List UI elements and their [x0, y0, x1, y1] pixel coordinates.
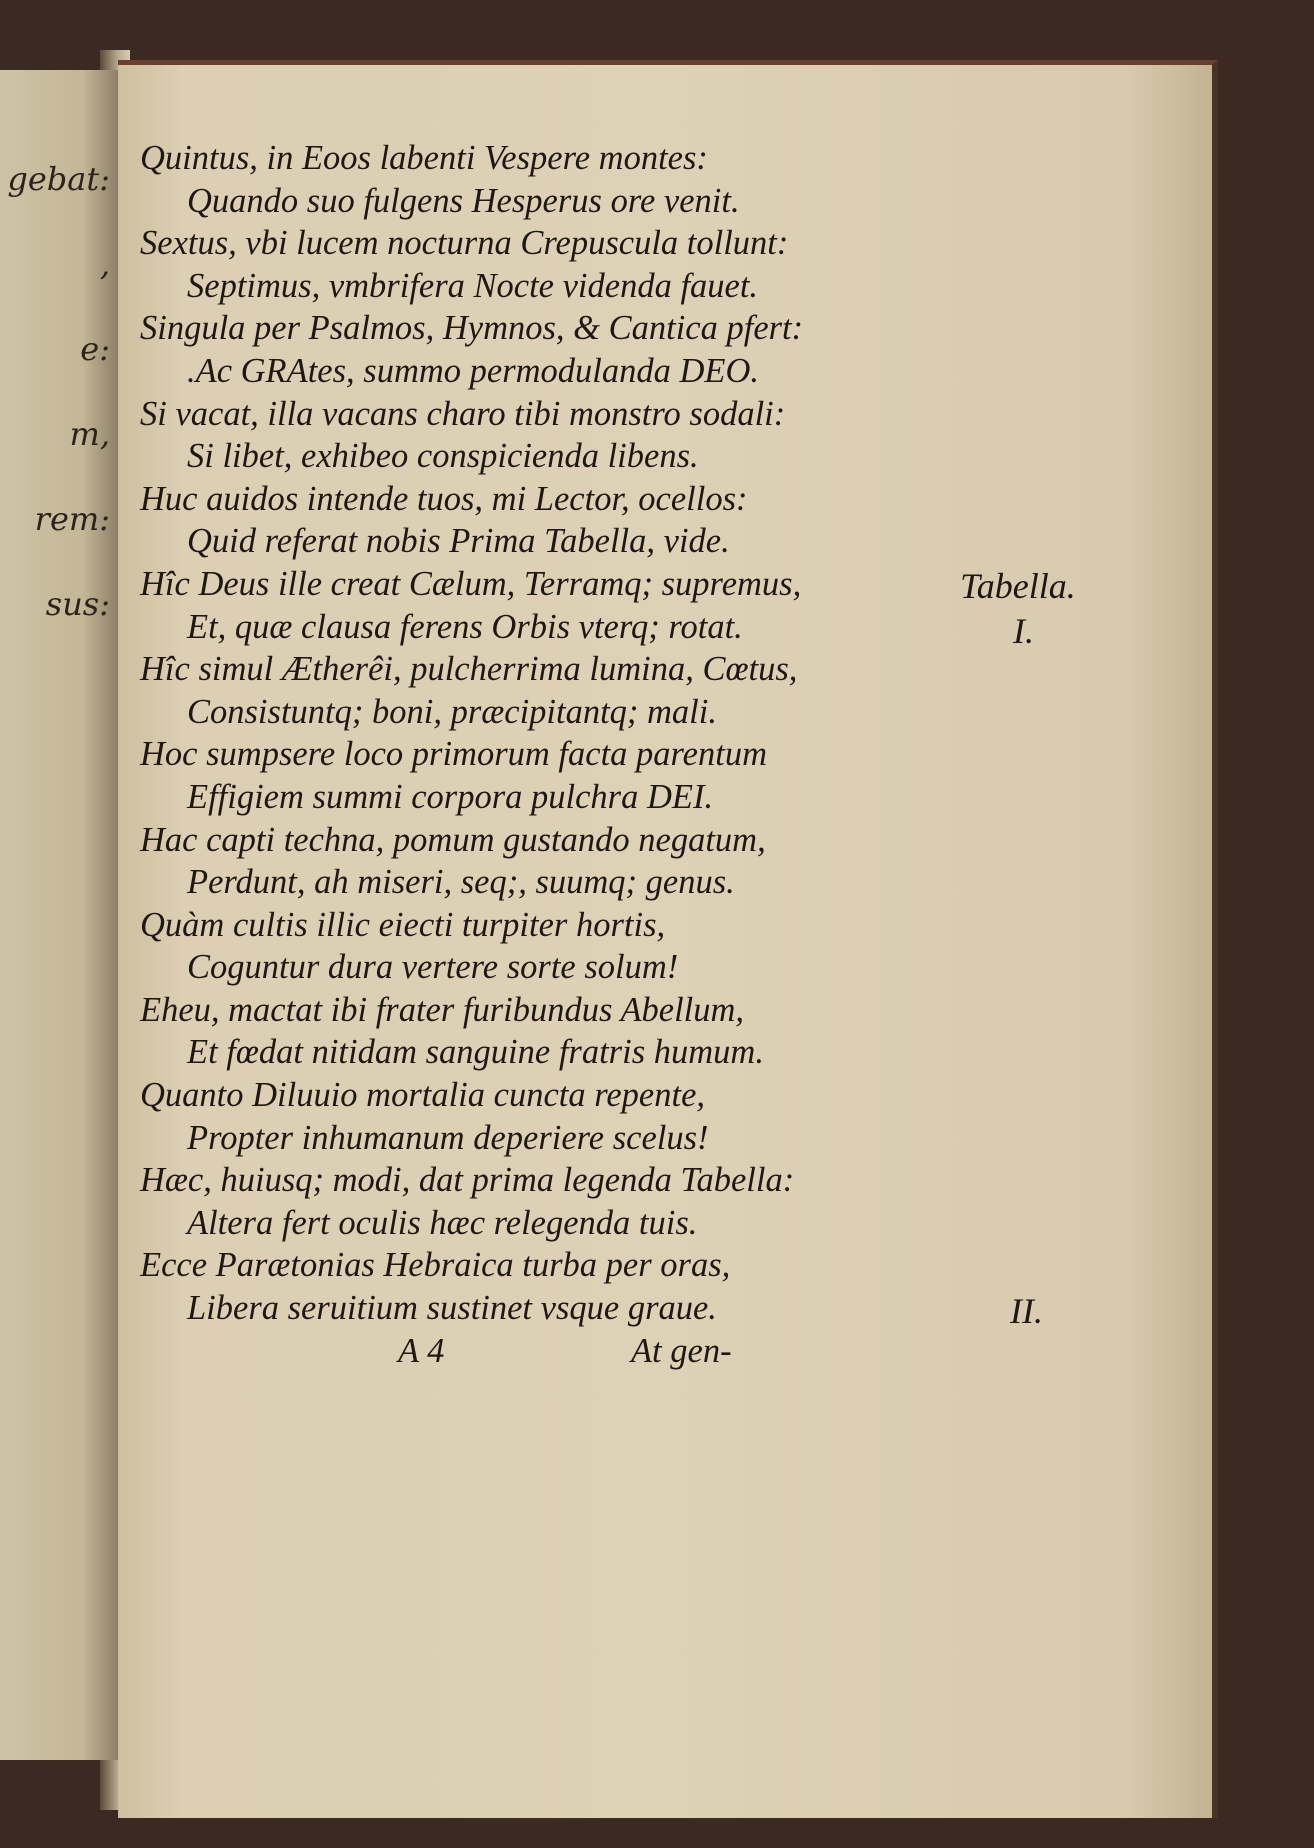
verse-line: Hîc simul Ætherêi, pulcherrima lumina, Cœtus, — [140, 650, 798, 689]
right-page — [118, 60, 1218, 1818]
signature-mark: A 4 — [398, 1331, 445, 1370]
verse-line: Libera seruitium sustinet vsque graue. — [187, 1289, 717, 1328]
left-page-fragment: rem: — [34, 500, 110, 538]
verse-line: Hîc Deus ille creat Cælum, Terramq; supremus, — [140, 564, 802, 603]
verse-line: Septimus, vmbrifera Nocte videnda fauet. — [187, 266, 759, 305]
verse-line: Quàm cultis illic eiecti turpiter hortis, — [140, 905, 666, 944]
margin-note-tabella: Tabella. — [960, 566, 1076, 606]
margin-note-one: I. — [1013, 611, 1034, 651]
verse-line: Huc auidos intende tuos, mi Lector, ocellos: — [140, 479, 748, 518]
left-page-fragment: , — [99, 245, 110, 283]
verse-line: Hac capti techna, pomum gustando negatum, — [140, 820, 766, 859]
verse-line: Si vacat, illa vacans charo tibi monstro sodali: — [140, 394, 786, 433]
verse-line: Consistuntq; boni, præcipitantq; mali. — [187, 692, 717, 731]
verse-line: Quanto Diluuio mortalia cuncta repente, — [140, 1076, 706, 1115]
verse-line: Eheu, mactat ibi frater furibundus Abellum, — [140, 990, 745, 1029]
page-footer — [140, 1330, 930, 1373]
left-page-fragment: gebat: — [7, 160, 110, 198]
verse-line: Quintus, in Eoos labenti Vespere montes: — [140, 139, 708, 177]
verse-line: Coguntur dura vertere sorte solum! — [187, 948, 679, 987]
verse-line: Hæc, huiusq; modi, dat prima legenda Tabella: — [140, 1161, 795, 1200]
verse-line: Altera fert oculis hæc relegenda tuis. — [187, 1203, 698, 1242]
verse-line: Et, quæ clausa ferens Orbis vterq; rotat. — [187, 607, 743, 646]
left-page-fragment: m, — [69, 415, 110, 453]
left-page-fragment: sus: — [45, 585, 110, 623]
verse-line: Et fœdat nitidam sanguine fratris humum. — [187, 1033, 764, 1072]
left-page-fragment: e: — [80, 330, 110, 368]
left-page-edge — [0, 70, 118, 1760]
verse-line: Propter inhumanum deperiere scelus! — [187, 1118, 709, 1157]
verse-line: Effigiem summi corpora pulchra DEI. — [187, 777, 714, 816]
catchword: At gen- — [630, 1331, 732, 1370]
verse-line: Singula per Psalmos, Hymnos, & Cantica pfert: — [140, 309, 804, 348]
verse-text — [140, 137, 930, 1372]
verse-line: Sextus, vbi lucem nocturna Crepuscula tollunt: — [140, 224, 789, 263]
verse-line: Quando suo fulgens Hesperus ore venit. — [187, 181, 740, 220]
verse-line: Si libet, exhibeo conspicienda libens. — [187, 437, 699, 476]
verse-line: Perdunt, ah miseri, seq;, suumq; genus. — [187, 863, 735, 902]
margin-note-two: II. — [1010, 1291, 1043, 1331]
verse-line: Hoc sumpsere loco primorum facta parentum — [140, 735, 767, 774]
verse-line: Ecce Parætonias Hebraica turba per oras, — [140, 1246, 731, 1285]
verse-line: Quid referat nobis Prima Tabella, vide. — [187, 522, 730, 561]
verse-line: .Ac GRAtes, summo permodulanda DEO. — [187, 351, 760, 390]
